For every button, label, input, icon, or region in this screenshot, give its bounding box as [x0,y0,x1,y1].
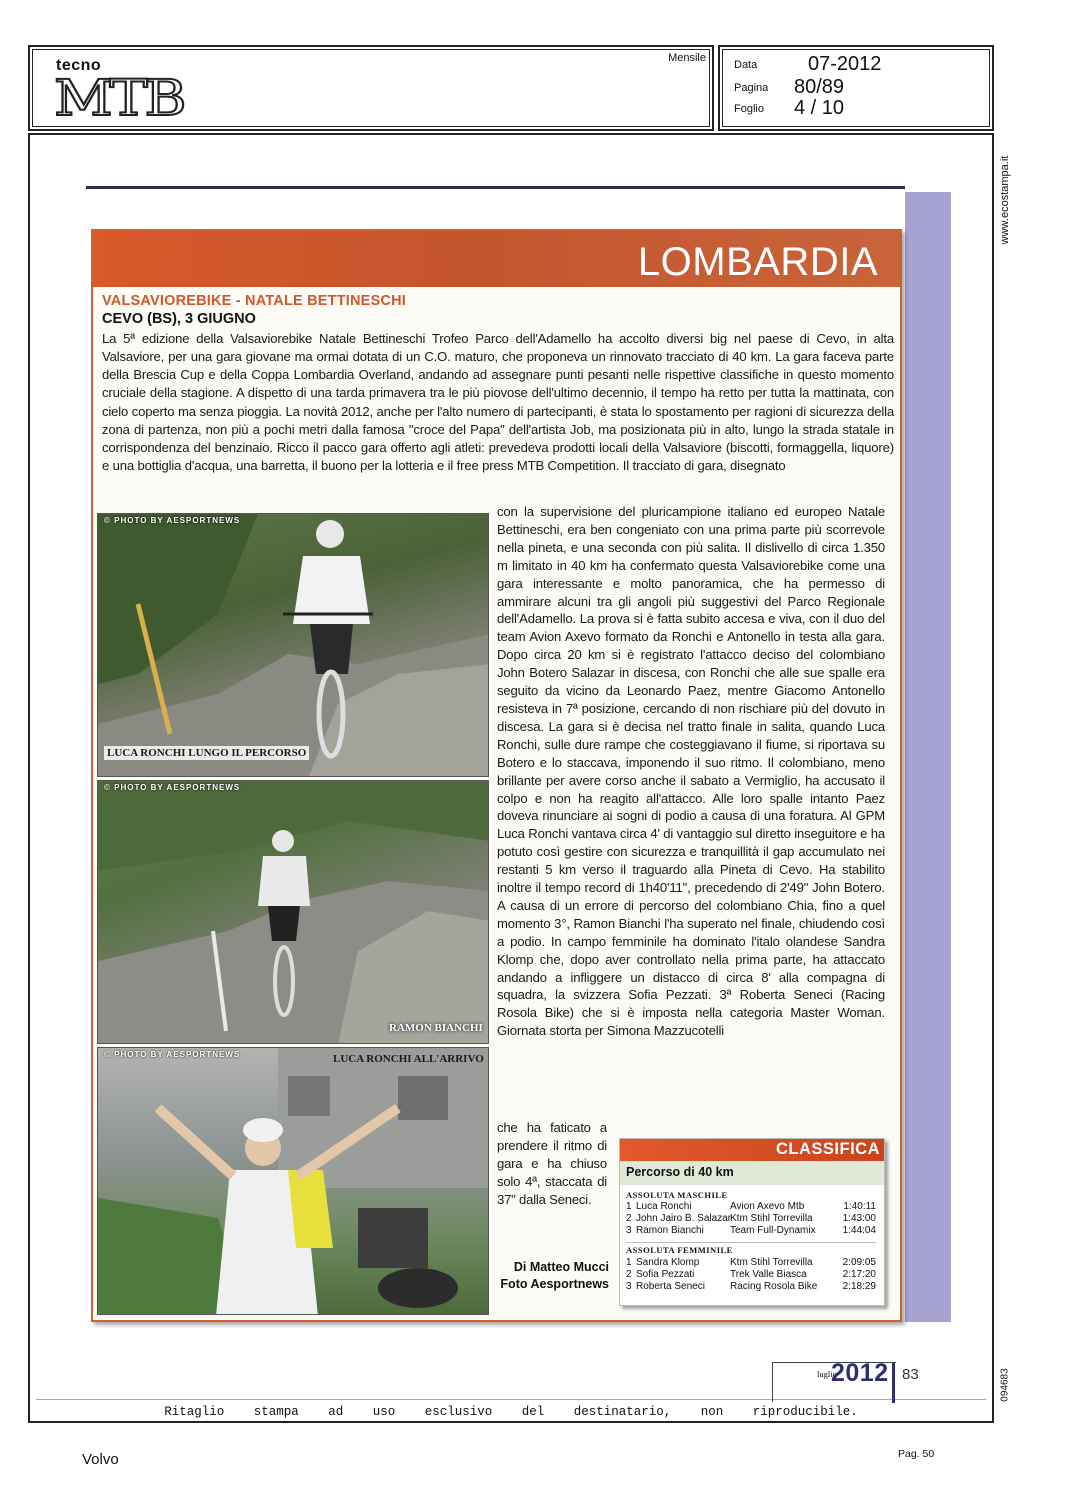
photo-bianchi-illustration [98,781,489,1044]
meta-label: Foglio [734,103,764,115]
meta-value: 07-2012 [808,53,882,75]
side-code [996,1360,1014,1410]
result-team: Racing Rosola Bike [730,1281,818,1292]
results-box [619,1138,885,1306]
result-time: 1:44:04 [842,1225,876,1236]
result-position: 2 [626,1213,632,1224]
side-code-text: 094683 [999,1368,1011,1402]
result-position: 3 [626,1281,632,1292]
scan-side-band [905,192,951,1322]
photo-bianchi [97,780,489,1044]
meta-value: 4 / 10 [794,97,845,119]
result-name: Roberta Seneci [636,1281,705,1292]
meta-row-pagina [734,76,984,98]
magazine-page-number: 83 [902,1366,919,1383]
result-time: 1:40:11 [843,1201,876,1212]
article-dateline: CEVO (BS), 3 GIUGNO [102,311,256,327]
result-name: Sandra Klomp [636,1257,700,1268]
photo-caption: RAMON BIANCHI [389,1022,483,1034]
result-time: 1:43:00 [842,1213,876,1224]
photo-caption: LUCA RONCHI LUNGO IL PERCORSO [104,746,309,760]
clipping-disclaimer: Ritaglio stampa ad uso esclusivo del destinatario, non riproducibile. [164,1405,858,1419]
photo-ronchi-course [97,513,489,777]
results-row [626,1281,876,1293]
results-divider [626,1242,876,1243]
article-column-end: che ha faticato a prendere il ritmo di gara e ha chiuso solo 4ª, staccata di 37" dalla Seneci. [497,1120,607,1207]
photo-ronchi-course-illustration [98,514,489,777]
results-row [626,1201,876,1213]
brand-tecno: tecno [56,57,102,74]
results-header [620,1139,884,1161]
result-time: 2:18:29 [842,1281,876,1292]
article-card [91,229,902,1322]
clipping-header-meta [718,45,994,131]
clipping-page-number: Pag. 50 [898,1448,935,1460]
result-position: 3 [626,1225,632,1236]
results-route: Percorso di 40 km [620,1161,884,1185]
photo-caption: LUCA RONCHI ALL'ARRIVO [333,1053,484,1065]
result-name: Ramon Bianchi [636,1225,704,1236]
results-row [626,1269,876,1281]
byline-author: Di Matteo Mucci [513,1260,609,1274]
meta-row-foglio [734,97,984,119]
result-team: Trek Valle Biasca [730,1269,807,1280]
result-position: 2 [626,1269,632,1280]
meta-label: Pagina [734,82,769,94]
results-row [626,1225,876,1237]
result-team: Team Full-Dynamix [730,1225,816,1236]
clipping-header-left [28,45,714,131]
byline-photo: Foto Aesportnews [500,1277,609,1291]
photo-credit: © PHOTO BY AESPORTNEWS [104,783,241,792]
photo-credit: © PHOTO BY AESPORTNEWS [104,516,241,525]
results-section-heading: ASSOLUTA FEMMINILE [626,1245,733,1255]
result-position: 1 [626,1201,632,1212]
result-team: Ktm Stihl Torrevilla [730,1213,813,1224]
photo-ronchi-finish-illustration [98,1048,489,1315]
result-name: Sofia Pezzati [636,1269,695,1280]
frequency-label: Mensile [668,52,706,64]
meta-label: Data [734,59,758,71]
result-time: 2:17:20 [842,1269,876,1280]
magazine-month: luglio [817,1369,837,1379]
side-website [996,140,1014,260]
scan-top-rule [86,186,905,189]
results-row [626,1257,876,1269]
result-team: Ktm Stihl Torrevilla [730,1257,813,1268]
photo-credit: © PHOTO BY AESPORTNEWS [104,1050,241,1059]
result-position: 1 [626,1257,632,1268]
meta-value: 80/89 [794,76,845,98]
article-kicker: VALSAVIOREBIKE - NATALE BETTINESCHI [102,293,406,309]
photo-ronchi-finish [97,1047,489,1315]
article-intro: La 5ª edizione della Valsaviorebike Natale Bettineschi Trofeo Parco dell'Adamello ha accolto diversi big nel paese di Cevo, in alta Valsaviore, per una gara giovane ma ormai dotata di un C.O. maturo, che proponeva un rinnovato tracciato di 40 km. La gara faceva parte della Brescia Cup e della Coppa Lombardia Overland, andando ad assegnare punti pesanti nelle rispettive classifiche in questo momento cruciale della stagione. A dispetto di una tarda primavera tra le più piovose dell'ultimo decennio, il tempo ha retto per tutta la mattinata, con cielo coperto ma senza pioggia. La novità 2012, anche per l'alto numero di partecipanti, è stata lo spostamento per ragioni di sicurezza della zona di partenza, non più a pochi metri dalla famosa "croce del Papa" dell'artista Job, ma posizionata più in alto, lungo la strada statale in corrispondenza del benzinaio. Ricco il pacco gara offerto agli atleti: prevedeva prodotti locali della Valsaviore (biscotti, formaggella, liquore) e una bottiglia d'acqua, una barretta, il buono per la lotteria e il free press MTB Competition. Il tracciato di gara, disegnato [102,331,894,474]
meta-row-data [734,53,984,75]
results-row [626,1213,876,1225]
region-banner [93,231,900,287]
result-name: Luca Ronchi [636,1201,692,1212]
results-title: CLASSIFICA [776,1140,880,1158]
side-website-text: www.ecostampa.it [999,155,1011,245]
magazine-year: 2012 [831,1359,889,1387]
result-time: 2:09:05 [842,1257,876,1268]
article-column: con la supervisione del pluricampione italiano ed europeo Natale Bettineschi, era ben congeniato con una prima parte più scorrevole nella pineta, e una seconda con più salita. Il dislivello di circa 1.350 m limitato in 40 km ha confermato questa Valsaviorebike come una gara interessante e molto panoramica, che ha permesso di ammirare alcuni tra gli angoli più suggestivi del Parco Regionale dell'Adamello. La prova si è fatta subito accesa e viva, con il duo del team Avion Axevo formato da Ronchi e Antonello in testa alla gara. Dopo circa 20 km si è registrato l'attacco deciso del colombiano John Botero Salazar in discesa, con Ronchi che alle sue spalle era seguito da vicino da Leonardo Paez, mentre Giacomo Antonello resisteva in 7ª posizione, cercando di non rischiare più del dovuto in discesa. La gara si è decisa nel tratto finale in salita, quando Luca Ronchi, sulle dure rampe che costeggiavano il fiume, si riportava su Botero e lo staccava, imponendo il suo ritmo. Il colombiano, meno brillante per avere corso anche il sabato a Vermiglio, ha accusato il colpo e non ha reagito all'attacco. Alle loro spalle intanto Paez doveva rinunciare ai sogni di podio a causa di una foratura. Al GPM Luca Ronchi vantava circa 4' di vantaggio sul diretto inseguitore e ha potuto così gestire con sicurezza e tranquillità il gap accumulato nei restanti 5 km verso il traguardo alla Pineta di Cevo. Ha stabilito inoltre il tempo record di 1h40'11", precedendo di 2'49" John Botero. A causa di un errore di percorso del colombiano Chia, fino a quel momento 3°, Ramon Bianchi l'ha superato nel finale, chiudendo così a podio. In campo femminile ha dominato l'italo olandese Sandra Klomp che, dopo aver controllato nella prima parte, ha attaccato andando a infliggere un distacco di circa 8' alla compagna di squadra, la svizzera Sofia Pezzati. 3ª Roberta Seneci (Racing Rosola Bike) che si è imposta nella categoria Master Woman. Giornata storta per Simona Mazzucotelli [497,504,885,1039]
client-name: Volvo [82,1451,119,1468]
article-byline [497,1259,609,1293]
result-team: Avion Axevo Mtb [730,1201,805,1212]
region-title: LOMBARDIA [637,240,878,284]
result-name: John Jairo B. Salazar [636,1213,732,1224]
magazine-footer-bar [892,1363,895,1403]
results-section-heading: ASSOLUTA MASCHILE [626,1190,728,1200]
brand-mtb-logo: MTB [54,69,184,127]
magazine-footer [772,1359,896,1402]
